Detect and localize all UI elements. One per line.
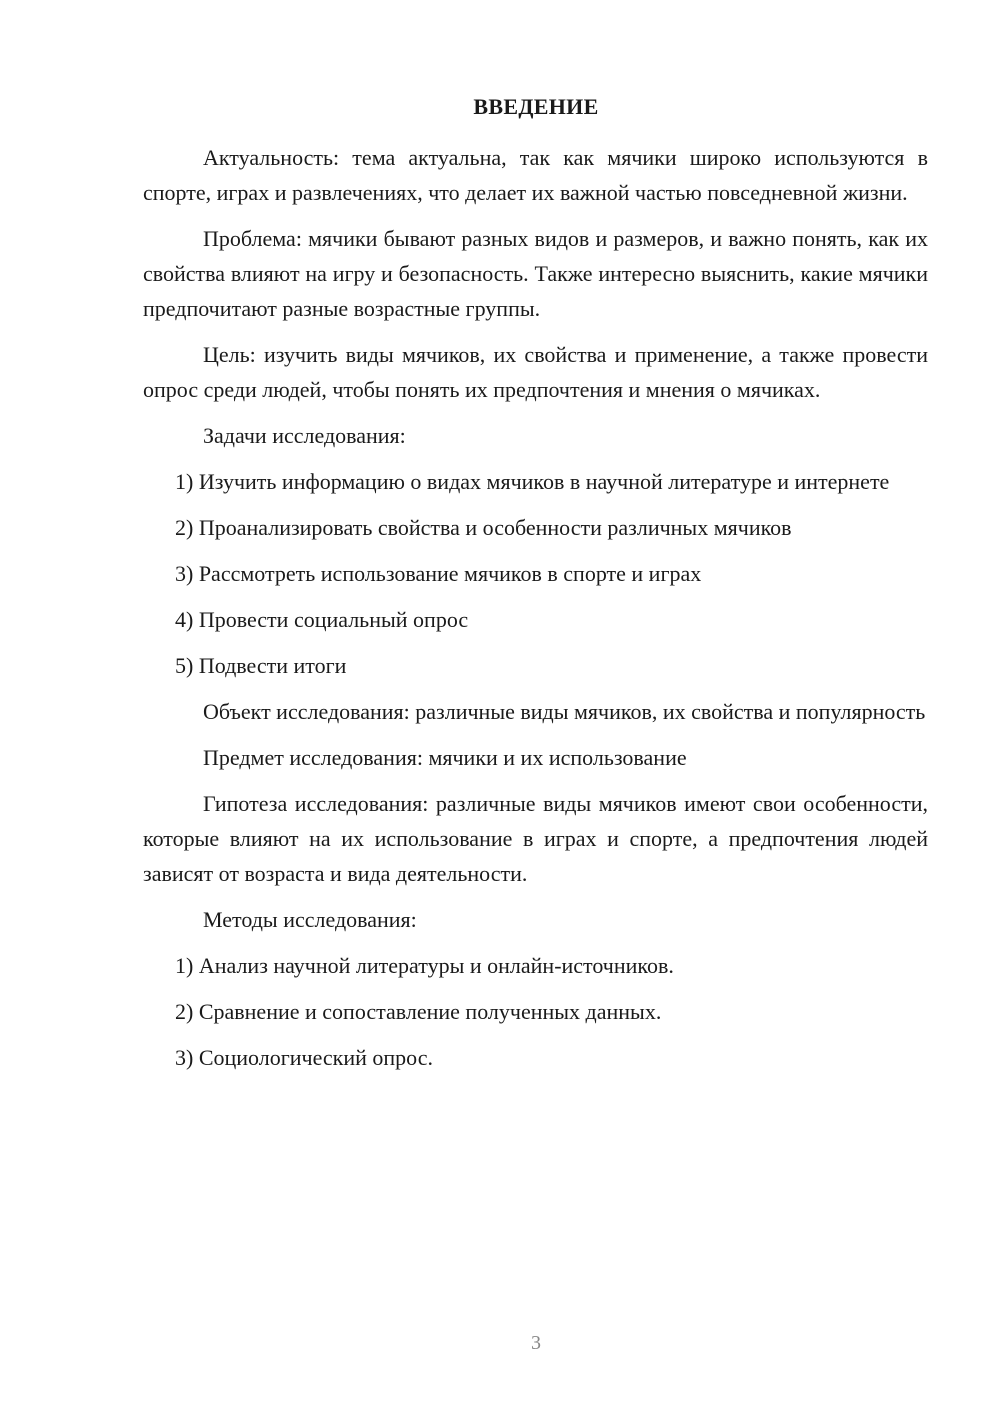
document-body xyxy=(143,140,928,1086)
method-item-1: 1) Анализ научной литературы и онлайн-источников. xyxy=(175,953,674,978)
problem-paragraph: Проблема: мячики бывают разных видов и размеров, и важно понять, как их свойства влияют на игру и безопасность. Также интересно выяснить, какие мячики предпочитают разные возрастные группы. xyxy=(143,226,928,321)
method-item-3: 3) Социологический опрос. xyxy=(175,1045,433,1070)
methods-title: Методы исследования: xyxy=(203,907,417,932)
method-item-2: 2) Сравнение и сопоставление полученных данных. xyxy=(175,999,662,1024)
subject-paragraph: Предмет исследования: мячики и их использование xyxy=(203,745,687,770)
task-item-2: 2) Проанализировать свойства и особенности различных мячиков xyxy=(175,515,792,540)
section-heading: ВВЕДЕНИЕ xyxy=(473,94,599,119)
task-item-4: 4) Провести социальный опрос xyxy=(175,607,469,632)
goal-paragraph: Цель: изучить виды мячиков, их свойства и применение, а также провести опрос среди людей, чтобы понять их предпочтения и мнения о мячиках. xyxy=(143,342,928,402)
tasks-title: Задачи исследования: xyxy=(203,423,406,448)
object-paragraph: Объект исследования: различные виды мячиков, их свойства и популярность xyxy=(203,699,926,724)
task-item-1: 1) Изучить информацию о видах мячиков в научной литературе и интернете xyxy=(175,469,890,494)
task-item-5: 5) Подвести итоги xyxy=(175,653,347,678)
hypothesis-paragraph: Гипотеза исследования: различные виды мячиков имеют свои особенности, которые влияют на их использование в играх и спорте, а предпочтения людей зависят от возраста и вида деятельности. xyxy=(143,791,928,886)
page-number: 3 xyxy=(531,1332,541,1354)
relevance-paragraph: Актуальность: тема актуальна, так как мячики широко используются в спорте, играх и развлечениях, что делает их важной частью повседневной жизни. xyxy=(143,145,928,205)
task-item-3: 3) Рассмотреть использование мячиков в спорте и играх xyxy=(175,561,702,586)
